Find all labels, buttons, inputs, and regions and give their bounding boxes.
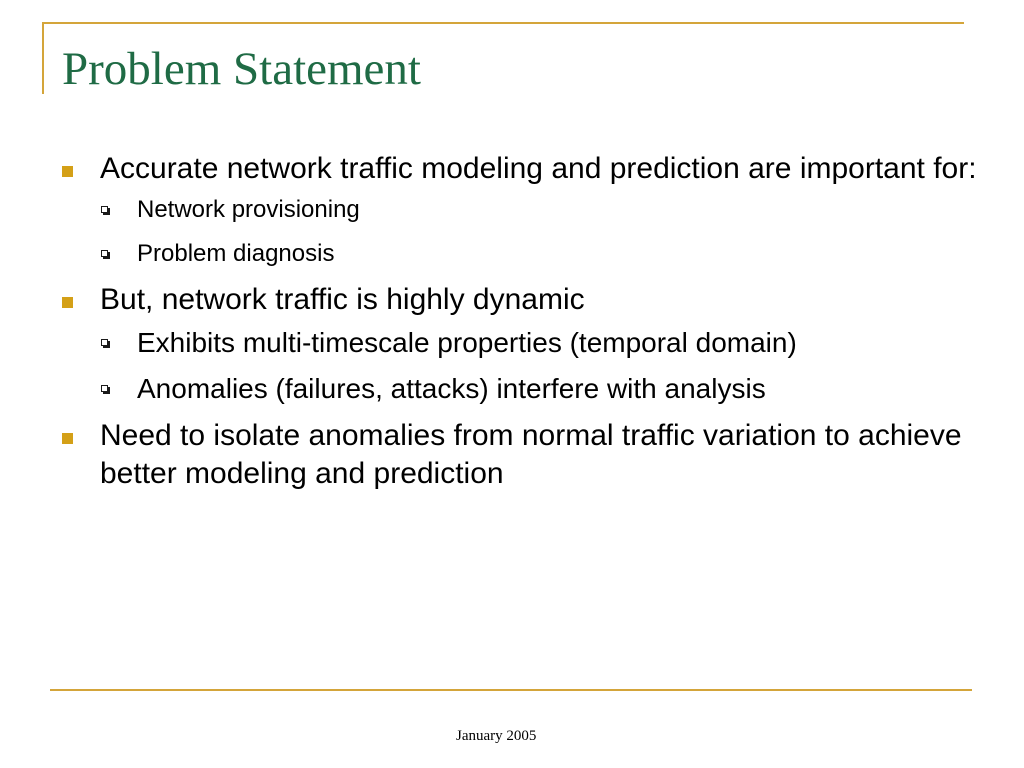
sub-bullet-item [100, 194, 978, 225]
square-bullet-icon [62, 433, 73, 444]
sub-bullet-text: Network provisioning [137, 196, 360, 224]
square-bullet-icon [62, 166, 73, 177]
bullet-item [58, 417, 978, 494]
bullet-text: But, network traffic is highly dynamic [100, 282, 585, 316]
sub-bullet-item [100, 238, 978, 269]
sub-bullet-text: Problem diagnosis [137, 239, 335, 267]
left-accent-line [42, 22, 44, 94]
checkbox-bullet-icon [101, 385, 108, 392]
sub-bullet-item [100, 325, 978, 361]
bullet-item [58, 281, 978, 407]
checkbox-bullet-icon [101, 250, 108, 257]
sub-bullet-item [100, 371, 978, 407]
sub-bullet-text: Exhibits multi-timescale properties (temporal domain) [137, 327, 797, 359]
bullet-item [58, 150, 978, 269]
slide-title: Problem Statement [62, 43, 421, 95]
bullet-text: Accurate network traffic modeling and prediction are important for: [100, 152, 977, 185]
top-accent-line [42, 22, 964, 24]
bottom-accent-line [50, 689, 972, 691]
footer-date: January 2005 [456, 728, 537, 744]
checkbox-bullet-icon [101, 339, 108, 346]
sub-bullet-list [100, 325, 978, 407]
checkbox-bullet-icon [101, 206, 108, 213]
bullet-text: Need to isolate anomalies from normal traffic variation to achieve better modeling and prediction [100, 418, 962, 491]
sub-bullet-list [100, 194, 978, 268]
square-bullet-icon [62, 297, 73, 308]
sub-bullet-text: Anomalies (failures, attacks) interfere with analysis [137, 372, 766, 404]
slide-bullet-list [58, 150, 978, 502]
